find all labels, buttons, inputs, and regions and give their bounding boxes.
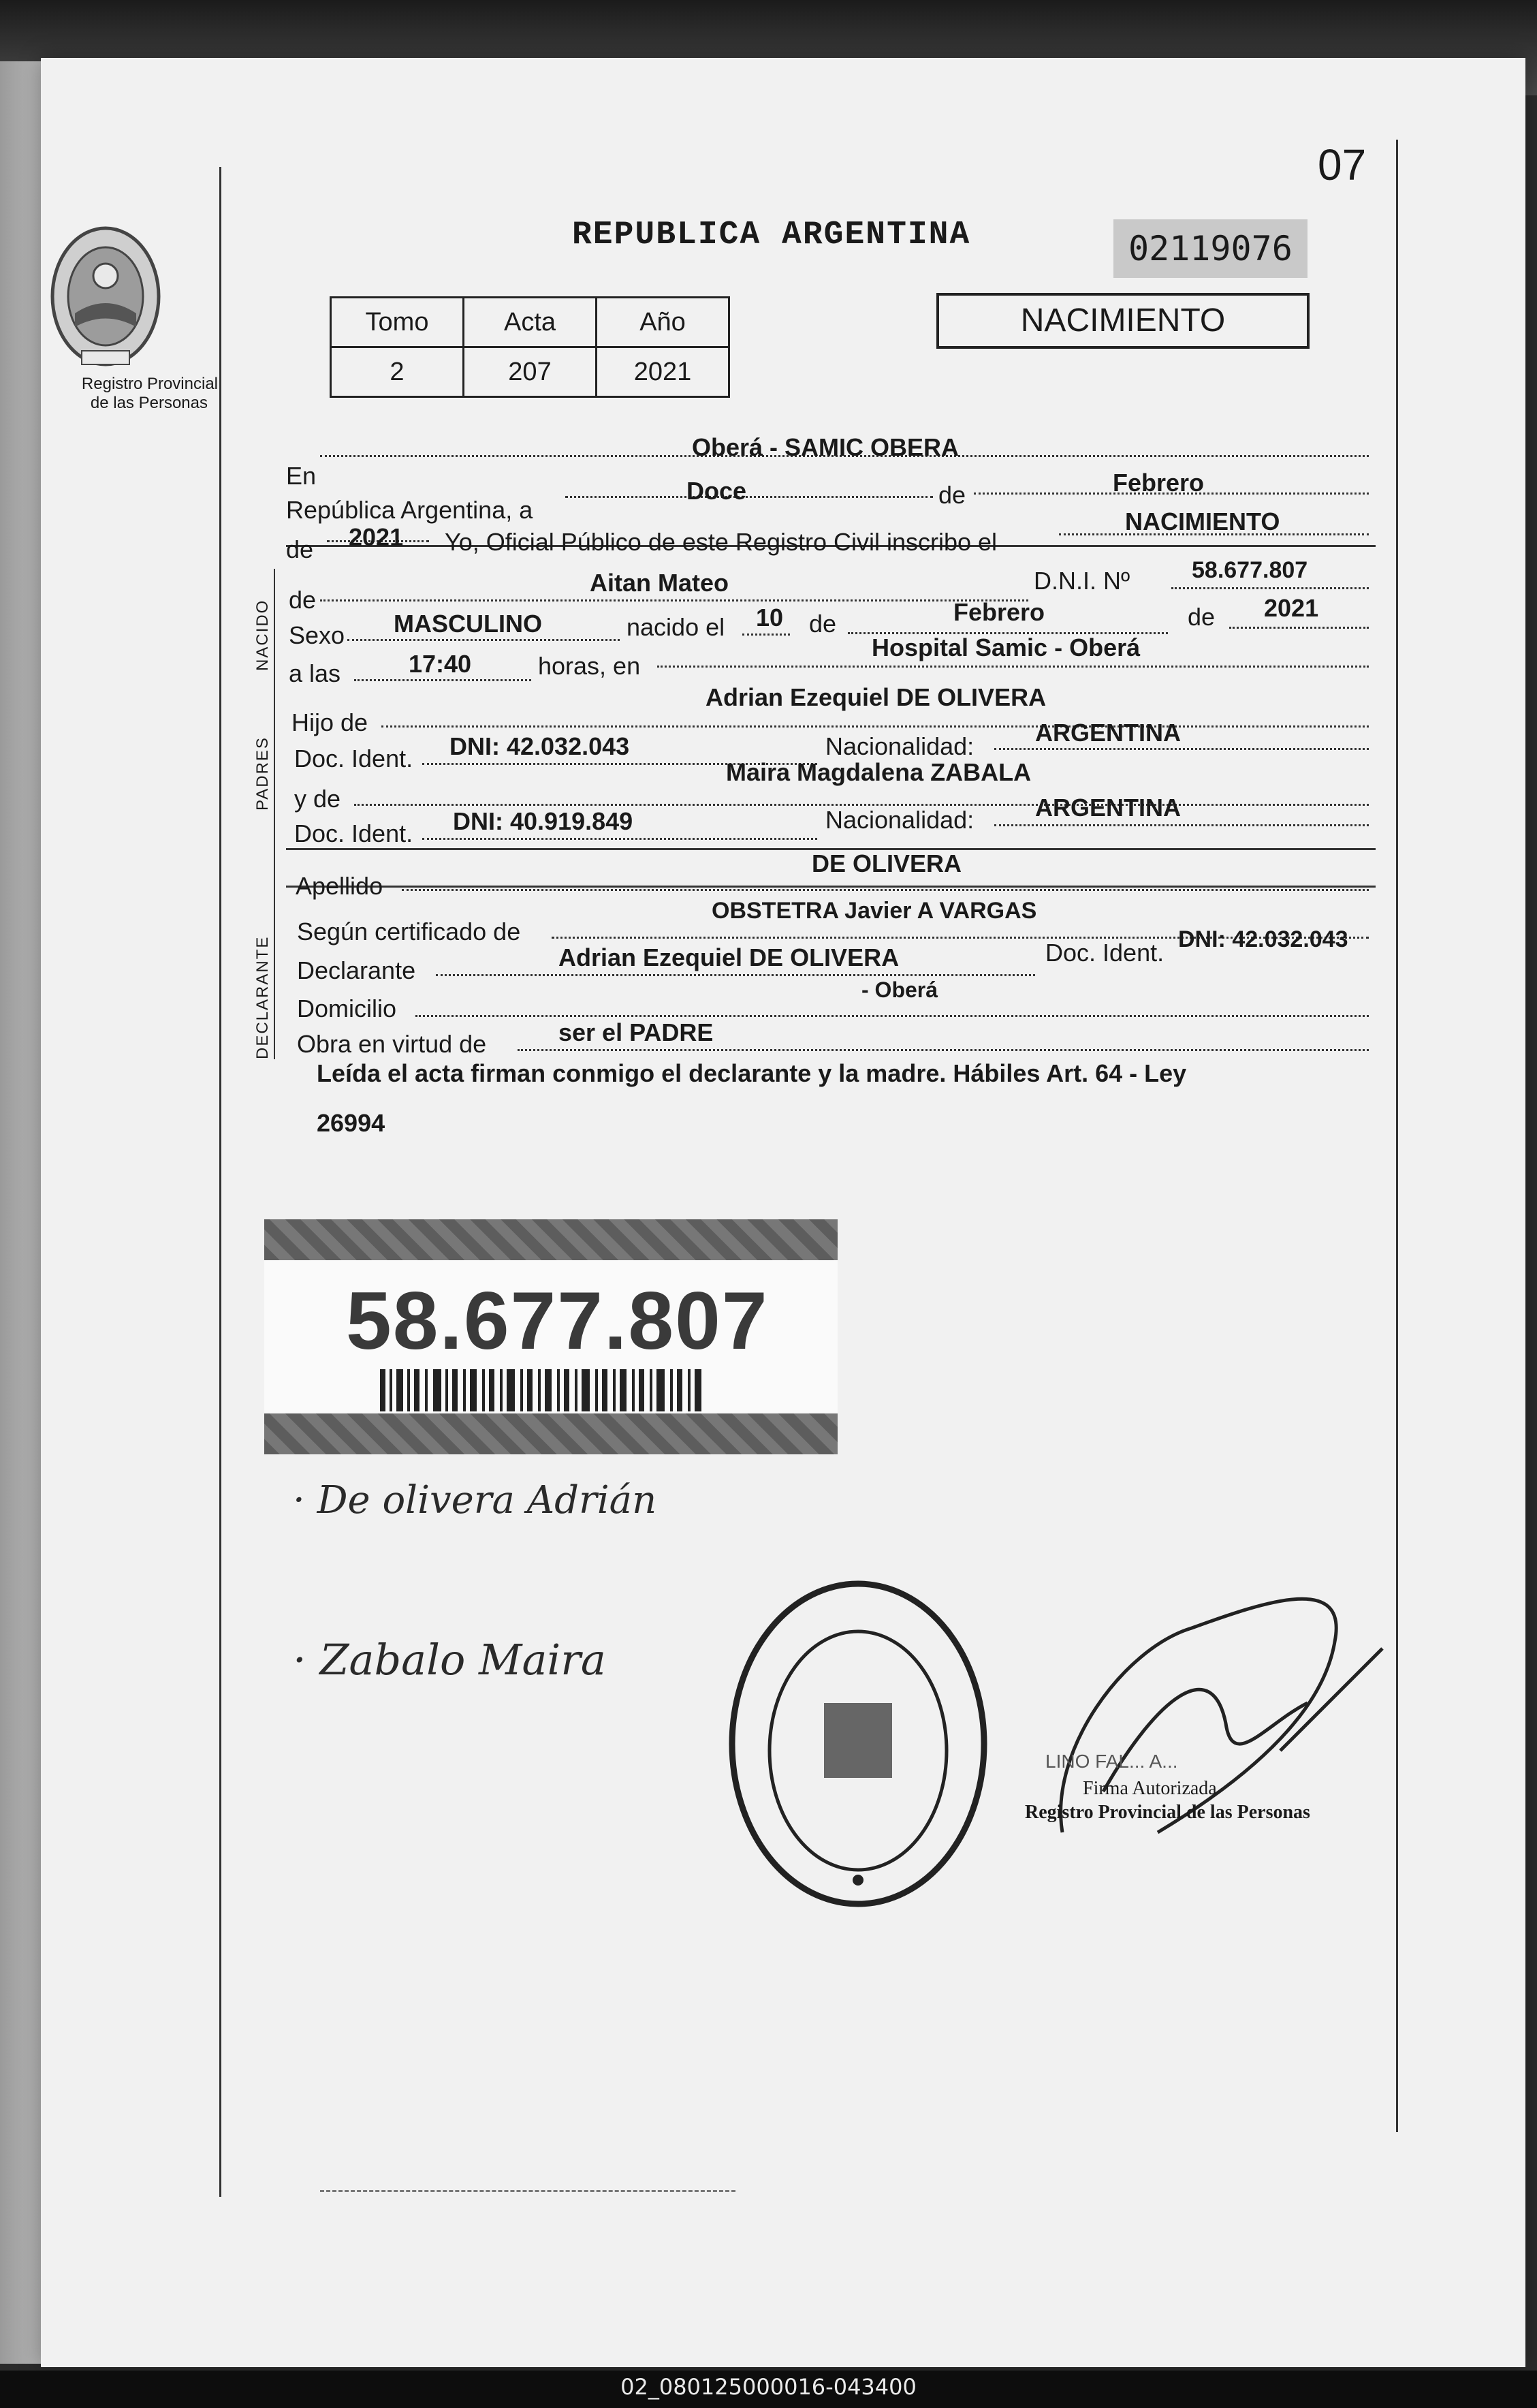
logo-caption-2: de las Personas — [90, 394, 208, 412]
line-dia-nac — [742, 634, 790, 636]
document-page — [41, 58, 1525, 2367]
line-dia — [565, 496, 933, 498]
label-nacionalidad-padre: Nacionalidad: — [825, 732, 975, 760]
value-declarante-doc: DNI: 42.032.043 — [1178, 926, 1348, 952]
logo-caption-1: Registro Provincial — [81, 375, 218, 393]
value-mes-nac: Febrero — [953, 598, 1045, 626]
value-sexo: MASCULINO — [394, 610, 542, 638]
value-madre: Maira Magdalena ZABALA — [726, 758, 1032, 786]
value-tomo: 2 — [331, 347, 464, 397]
label-doc-ident-declarante: Doc. Ident. — [1045, 939, 1164, 967]
value-madre-nac: ARGENTINA — [1035, 794, 1181, 822]
page-number: 07 — [1318, 140, 1367, 189]
label-declarante: Declarante — [297, 956, 416, 984]
label-en: En — [286, 462, 317, 490]
value-certificado: OBSTETRA Javier A VARGAS — [712, 898, 1037, 924]
label-apellido: Apellido — [296, 872, 383, 900]
line-padre — [381, 725, 1369, 728]
section-label-declarante: DECLARANTE — [253, 935, 272, 1059]
line-declarante — [436, 974, 1035, 976]
value-lugar-nac: Hospital Samic - Oberá — [872, 634, 1141, 661]
official-signature-icon — [1021, 1546, 1403, 1873]
value-anio-nac: 2021 — [1264, 594, 1319, 622]
register-table-header-row — [331, 298, 729, 347]
serial-number: 02119076 — [1113, 219, 1308, 278]
label-y-de: y de — [294, 785, 341, 813]
label-nacido-el: nacido el — [627, 613, 725, 641]
header-anio: Año — [597, 298, 729, 347]
line-nombre — [320, 599, 1028, 601]
register-table — [330, 296, 730, 398]
header-tomo: Tomo — [331, 298, 464, 347]
value-acta: 207 — [464, 347, 597, 397]
registry-logo — [41, 225, 218, 413]
value-hora: 17:40 — [409, 650, 472, 678]
label-yo-oficial: Yo, Oficial Público de este Registro Civil inscribo el — [445, 528, 998, 556]
mother-signature: · Zabalo Maira — [293, 1635, 606, 1685]
closing-line-1: Leída el acta firman conmigo el declarante y la madre. Hábiles Art. 64 - Ley — [317, 1059, 1187, 1087]
value-lugar: Oberá - SAMIC OBERA — [692, 433, 960, 461]
value-padre: Adrian Ezequiel DE OLIVERA — [706, 683, 1047, 711]
official-office: Registro Provincial de las Personas — [1025, 1802, 1310, 1823]
register-table-value-row — [331, 347, 729, 397]
label-de-anio: de — [286, 535, 314, 563]
value-dia-nac: 10 — [756, 604, 784, 631]
label-dni: D.N.I. Nº — [1034, 567, 1130, 595]
line-lugar-nac — [657, 666, 1369, 668]
official-name: LINO FAL... A... — [1045, 1751, 1178, 1772]
value-padre-nac: ARGENTINA — [1035, 719, 1181, 747]
barcode-icon — [380, 1369, 707, 1411]
label-doc-ident-padre: Doc. Ident. — [294, 745, 413, 772]
father-signature: · De olivera Adrián — [293, 1478, 657, 1522]
registry-stamp-icon — [722, 1574, 994, 1914]
line-domicilio — [415, 1015, 1369, 1017]
value-anio: 2021 — [597, 347, 729, 397]
value-padre-doc: DNI: 42.032.043 — [449, 732, 630, 760]
label-obra: Obra en virtud de — [297, 1030, 487, 1058]
label-de-anio-nac: de — [1188, 603, 1216, 631]
line-anio-nac — [1229, 627, 1369, 629]
label-domicilio: Domicilio — [297, 995, 397, 1022]
line-padre-nac — [994, 748, 1369, 750]
faint-dashed-line — [320, 2190, 735, 2192]
line-madre-nac — [994, 824, 1369, 826]
label-de-mes-nac: de — [809, 610, 837, 638]
section-divider-line — [274, 569, 275, 1059]
value-domicilio: - Oberá — [861, 978, 938, 1002]
label-republica: República Argentina, a — [286, 496, 533, 524]
section-label-padres: PADRES — [253, 736, 272, 811]
value-dni: 58.677.807 — [1192, 557, 1308, 583]
misiones-coat-of-arms-icon — [41, 225, 170, 371]
label-horas-en: horas, en — [538, 652, 641, 680]
label-de-mes: de — [938, 481, 966, 509]
section-label-nacido: NACIDO — [253, 599, 272, 671]
line-dni — [1171, 587, 1369, 589]
value-declarante: Adrian Ezequiel DE OLIVERA — [558, 943, 900, 971]
value-dia: Doce — [686, 477, 747, 505]
value-apellido: DE OLIVERA — [812, 849, 962, 877]
country-title: REPUBLICA ARGENTINA — [572, 217, 971, 253]
value-anio: 2021 — [349, 523, 404, 551]
closing-line-2: 26994 — [317, 1109, 385, 1137]
sticker-bottom-band — [264, 1413, 838, 1454]
line-hora — [354, 679, 531, 681]
line-apellido — [402, 889, 1369, 891]
value-mes: Febrero — [1113, 469, 1205, 497]
dni-sticker — [264, 1219, 838, 1454]
line-sexo — [347, 639, 620, 641]
label-segun: Según certificado de — [297, 918, 521, 945]
official-role: Firma Autorizada — [1083, 1778, 1217, 1799]
value-obra: ser el PADRE — [558, 1018, 714, 1046]
line-obra — [518, 1049, 1369, 1051]
label-sexo: Sexo — [289, 621, 345, 649]
sticker-number: 58.677.807 — [346, 1275, 769, 1366]
act-type-box: NACIMIENTO — [936, 293, 1310, 349]
label-hijo-de: Hijo de — [291, 708, 368, 736]
label-nacionalidad-madre: Nacionalidad: — [825, 806, 975, 834]
left-margin-line — [219, 167, 221, 2197]
label-de-nombre: de — [289, 586, 317, 614]
scan-file-caption: 02_080125000016-043400 — [620, 2374, 917, 2400]
sticker-body — [264, 1260, 838, 1413]
label-doc-ident-madre: Doc. Ident. — [294, 819, 413, 847]
value-madre-doc: DNI: 40.919.849 — [453, 807, 633, 835]
rule-after-apellido — [286, 886, 1376, 888]
line-madre-doc — [422, 838, 817, 840]
value-nombre: Aitan Mateo — [590, 569, 729, 597]
sticker-top-band — [264, 1219, 838, 1260]
value-acto: NACIMIENTO — [1125, 507, 1280, 535]
label-a-las: a las — [289, 659, 341, 687]
header-acta: Acta — [464, 298, 597, 347]
